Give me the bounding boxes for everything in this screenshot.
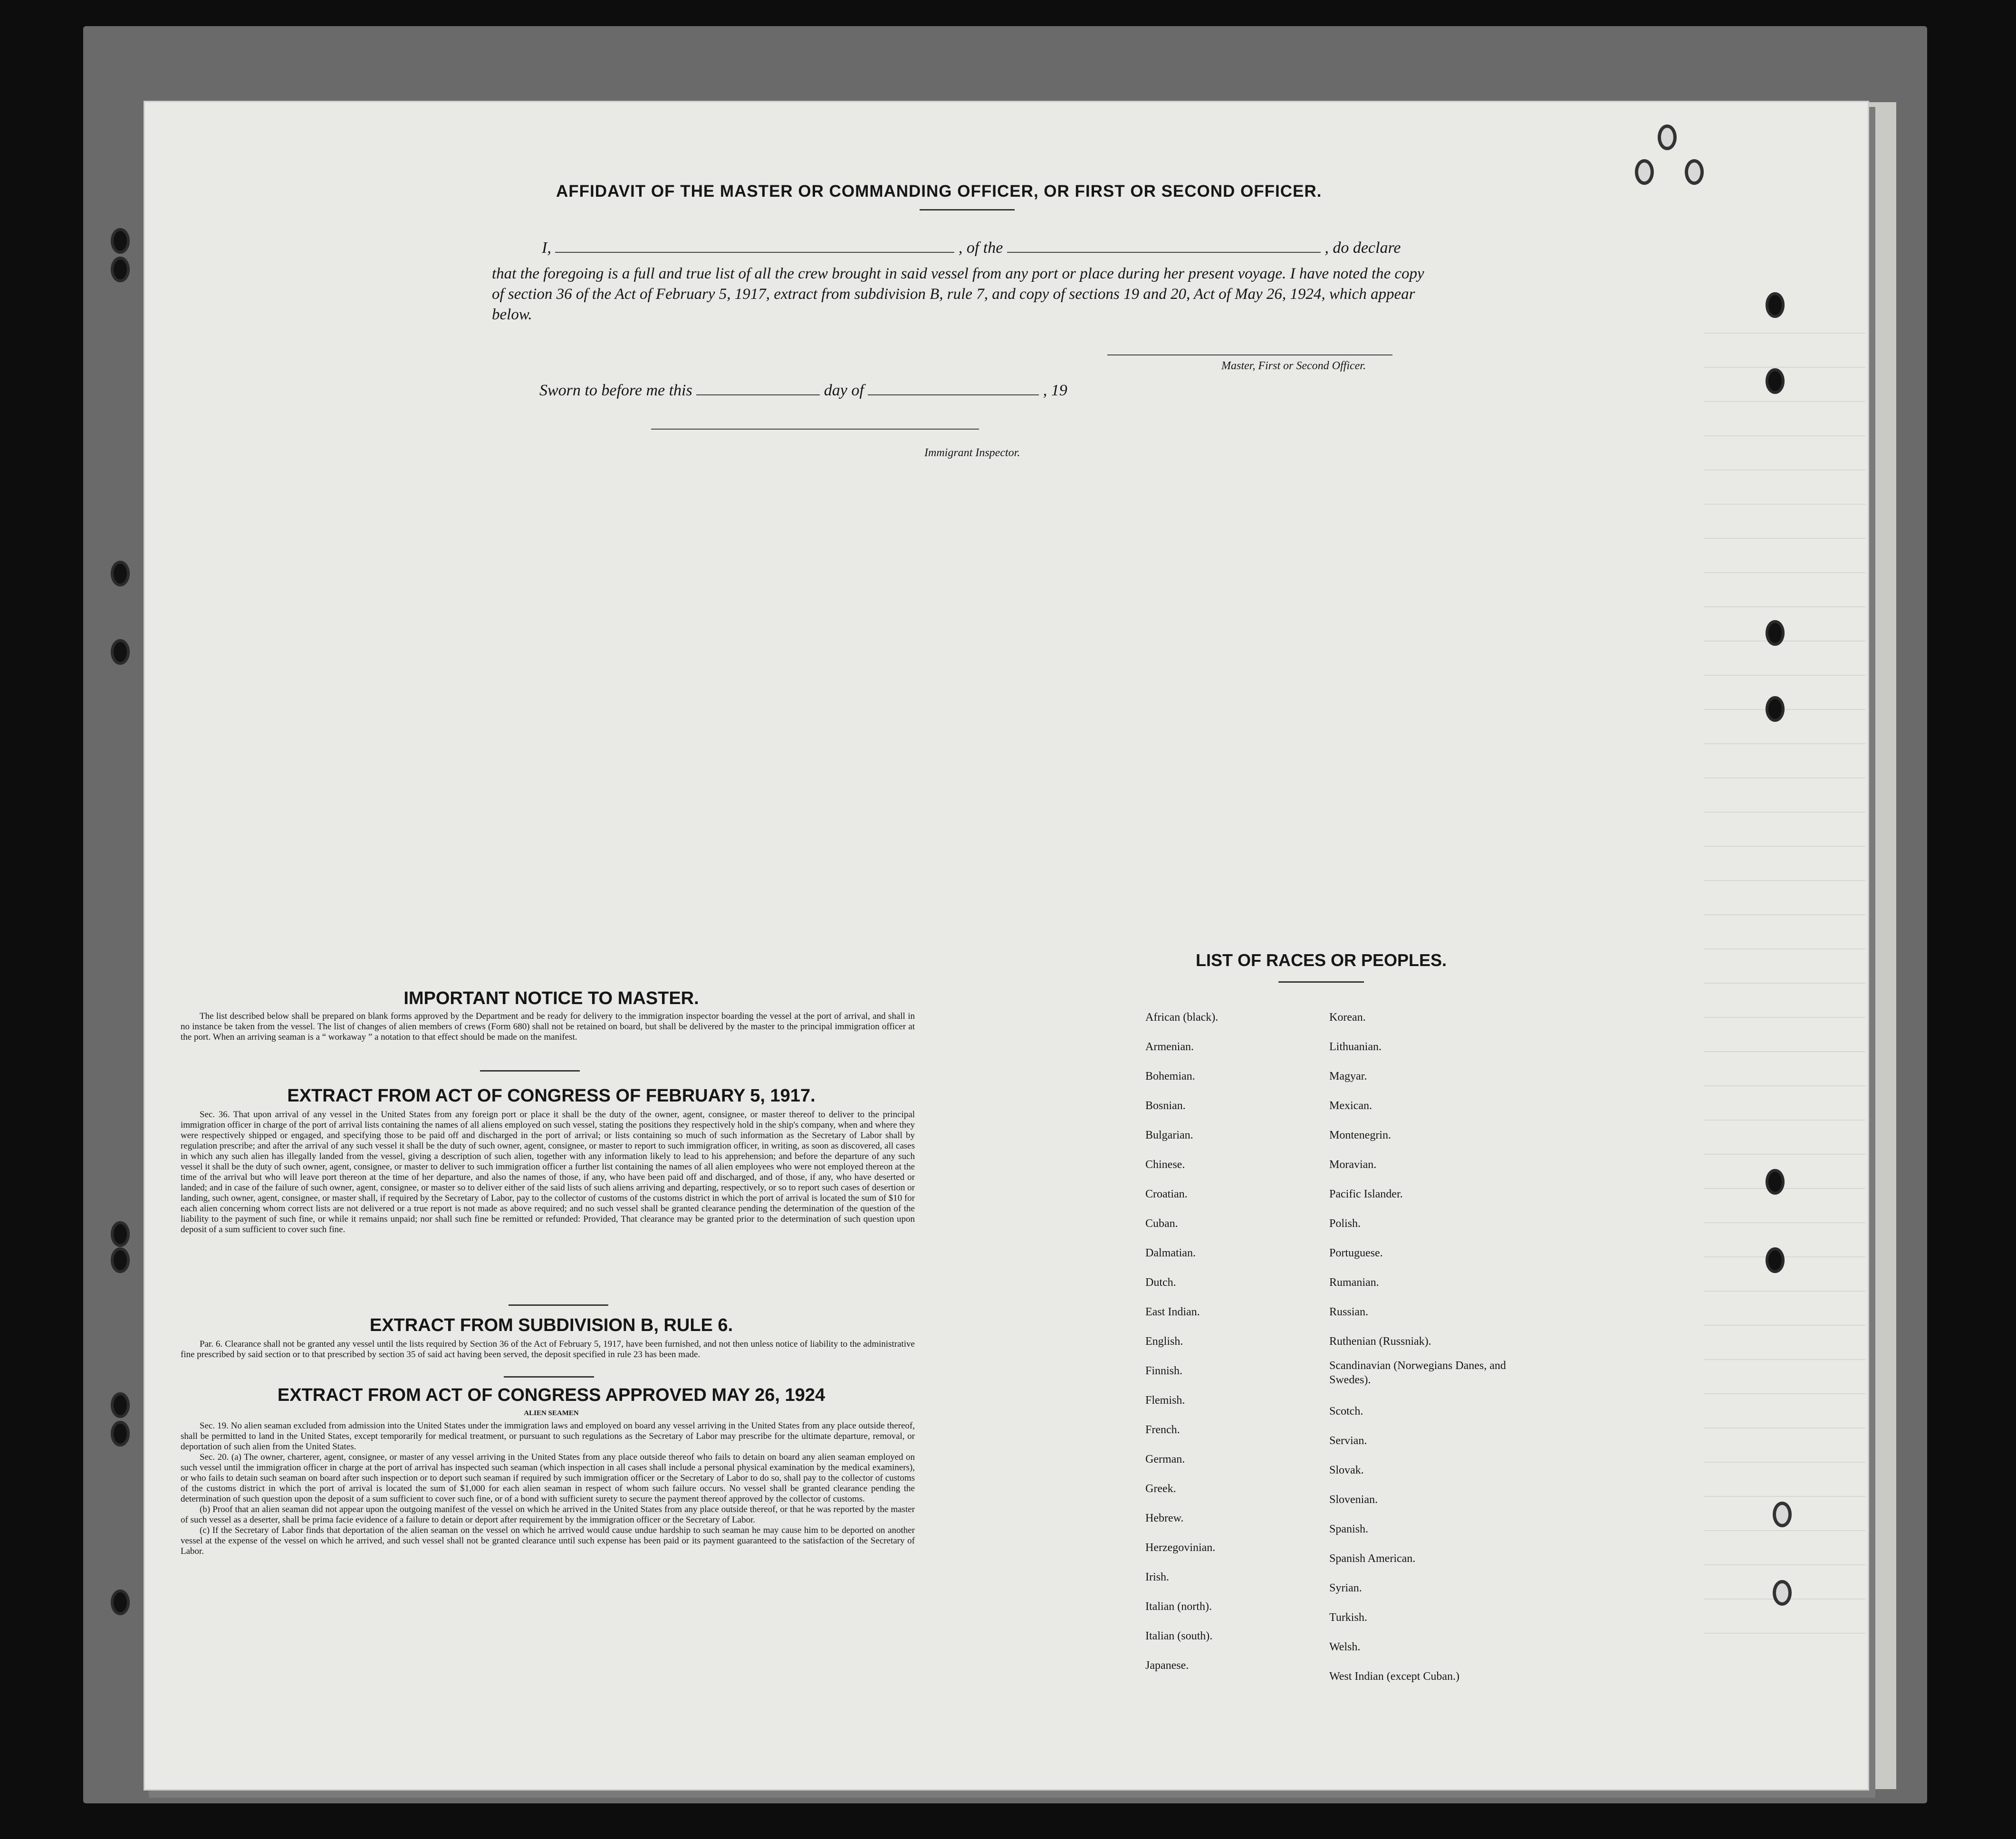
ruled-grid <box>1704 299 1865 1654</box>
rule-6-body <box>181 1339 915 1360</box>
punch-hole <box>1766 292 1785 318</box>
punch-hole <box>1766 1247 1785 1273</box>
race-list-item: Dutch. <box>1145 1276 1176 1289</box>
master-signature-label: Master, First or Second Officer. <box>1221 360 1366 372</box>
race-list-item: African (black). <box>1145 1011 1219 1024</box>
of-the-label: , of the <box>958 239 1003 257</box>
race-list-item: Montenegrin. <box>1329 1129 1391 1141</box>
sworn-month-field[interactable] <box>868 380 1039 395</box>
section-20a-text: Sec. 20. (a) The owner, charterer, agent, consignee, or master of any vessel arriving in the United States from any place outside thereof who fails to detain on board any alien seaman employed on such vessel until the immigration officer in charge at the port of arrival has inspected such seaman (which inspection in all cases shall include a personal physical examination by the medical examiners), or who fails to detain such seaman on board after such inspection or to deport such seaman if required by such immigration officer or the Secretary of Labor to do so, shall pay to the collector of customs of the customs district in which the port of arrival is located the sum of $1,000 for each alien seaman in respect of whom such failure occurs. No vessel shall be granted clearance pending the determination of such question upon the deposit of a sum sufficient to cover such fine, or of a bond with sufficient surety to secure the payment thereof approved by the collector of customs. <box>181 1452 915 1504</box>
divider <box>920 209 1015 211</box>
section-19-text: Sec. 19. No alien seaman excluded from admission into the United States under the immigration laws and employed on board any vessel arriving in the United States from any place outside thereof, shall be permitted to land in the United States, except temporarily for medical treatment, or pursuant to such regulations as the Secretary of Labor may prescribe for the ultimate departure, removal, or deportation of such alien from the United States. <box>181 1421 915 1452</box>
extract-1917-title: EXTRACT FROM ACT OF CONGRESS OF FEBRUARY 5, 1917. <box>287 1086 816 1106</box>
section-20c-text: (c) If the Secretary of Labor finds that deportation of the alien seaman on the vessel on which he arrived would cause undue hardship to such seaman he may cause him to be deported on another vessel at the expense of the vessel on which he arrived, and such vessel shall not be granted clearance until such expense has been paid or its payment guaranteed to the satisfaction of the Secretary of Labor. <box>181 1525 915 1556</box>
punch-hole <box>1685 159 1704 185</box>
alien-seamen-subtitle: ALIEN SEAMEN <box>524 1409 579 1417</box>
races-left-column <box>1145 1003 1345 1680</box>
race-list-item: Slovenian. <box>1329 1494 1378 1506</box>
punch-hole <box>111 1421 130 1446</box>
race-list-item: Polish. <box>1329 1217 1361 1230</box>
extract-1924-body <box>181 1421 915 1557</box>
day-of-label: day of <box>824 382 864 399</box>
inspector-signature-label: Immigrant Inspector. <box>924 447 1020 459</box>
race-list-item: Syrian. <box>1329 1582 1362 1594</box>
race-list-item: Greek. <box>1145 1483 1176 1495</box>
affidavit-declaration-line <box>542 238 1401 257</box>
race-list-item: Croatian. <box>1145 1188 1188 1200</box>
race-list-item: Hebrew. <box>1145 1512 1184 1524</box>
notice-title: IMPORTANT NOTICE TO MASTER. <box>403 988 699 1008</box>
divider <box>480 1070 580 1072</box>
punch-hole <box>111 561 130 586</box>
race-list-item: Scandinavian (Norwegians Danes, and Swedes). <box>1329 1360 1506 1386</box>
punch-hole <box>111 1392 130 1418</box>
section-20b-text: (b) Proof that an alien seaman did not appear upon the outgoing manifest of the vessel on which he arrived in the United States from any place outside thereof, or that he was reported by the master of such vessel as a deserter, shall be prima facie evidence of a failure to detain or deport after requirement by the immigration officer or the Secretary of Labor. <box>181 1504 915 1525</box>
affidavit-title: AFFIDAVIT OF THE MASTER OR COMMANDING OFFICER, OR FIRST OR SECOND OFFICER. <box>556 182 1322 201</box>
punch-hole <box>111 639 130 665</box>
race-list-item: Ruthenian (Russniak). <box>1329 1335 1431 1348</box>
race-list-item: Rumanian. <box>1329 1276 1379 1289</box>
sworn-line <box>539 380 1067 400</box>
affidavit-body: that the foregoing is a full and true list of all the crew brought in said vessel from any port or place during her present voyage. I have noted the copy of section 36 of the Act of February 5, 1917, extract from subdivision B, rule 7, and copy of sections 19 and 20, Act of May 26, 1924, which appear below. <box>492 265 1424 323</box>
race-list-item: Bohemian. <box>1145 1070 1195 1082</box>
punch-hole <box>1766 696 1785 722</box>
vessel-field[interactable] <box>1007 238 1321 253</box>
race-list-item: Russian. <box>1329 1306 1369 1318</box>
sworn-day-field[interactable] <box>696 380 820 395</box>
declarant-name-field[interactable] <box>555 238 954 253</box>
race-list-item: Flemish. <box>1145 1394 1185 1407</box>
punch-hole <box>1766 620 1785 646</box>
race-list-item: English. <box>1145 1335 1183 1348</box>
inspector-signature-field[interactable] <box>651 417 979 430</box>
punch-hole <box>1635 159 1654 185</box>
punch-hole <box>111 1221 130 1247</box>
section-36-text: Sec. 36. That upon arrival of any vessel in the United States from any foreign port or place it shall be the duty of the owner, agent, consignee, or master thereof to deliver to the principal immigration officer in charge of the port of arrival lists containing the names of all aliens employed on such vessel, stating the positions they respectively hold in the ship's company, when and where they were respectively shipped or engaged, and specifying those to be paid off and discharged in the port of arrival; or lists containing so much of such information as the Secretary of Labor shall by regulation prescribe; and after the arrival of any such vessel it shall be the duty of such owner, agent, consignee, or master to report to such immigration officer, in writing, as soon as discovered, all cases in which any such alien has illegally landed from the vessel, giving a description of such alien, together with any information likely to lead to his apprehension; and before the departure of any such vessel it shall be the duty of such owner, agent, consignee, or master to deliver to such immigration officer a further list containing the names of all alien employees who were not employed thereon at the time of the arrival but who will leave port thereon at the time of her departure, and also the names of those, if any, who have been paid off and discharged, and of those, if any, who have deserted or landed; and in case of the failure of such owner, agent, consignee, or master so to deliver either of the said lists of such aliens arriving and departing, respectively, or so to report such cases of desertion or landing, such owner, agent, consignee, or master shall, if required by the Secretary of Labor, pay to the collector of customs of the customs district in which the port of arrival is located the sum of $10 for each alien concerning whom correct lists are not delivered or a true report is not made as above required; and no such vessel shall be granted clearance pending the determination of the question of the liability to the payment of such fine, or while it remains unpaid; nor shall such fine be remitted or refunded: Provided, That clearance may be granted prior to the determination of such question upon deposit of a sum sufficient to cover such fine. <box>181 1110 915 1235</box>
race-list-item: Italian (south). <box>1145 1630 1213 1642</box>
divider <box>509 1304 608 1306</box>
race-list-item: Armenian. <box>1145 1041 1194 1053</box>
paragraph-6-text: Par. 6. Clearance shall not be granted any vessel until the lists required by Section 36 of the Act of February 5, 1917, have been furnished, and not then unless notice of liability to the administrative fine prescribed by said section or to that prescribed by section 35 of said act having been served, the deposit specified in rule 23 has been made. <box>181 1339 915 1360</box>
punch-hole <box>111 257 130 282</box>
race-list-item: Turkish. <box>1329 1611 1367 1624</box>
race-list-item: West Indian (except Cuban.) <box>1329 1670 1459 1683</box>
punch-hole <box>1773 1502 1792 1527</box>
extract-1917-body <box>181 1110 915 1235</box>
race-list-item: Japanese. <box>1145 1659 1189 1672</box>
race-list-item: Dalmatian. <box>1145 1247 1196 1259</box>
extract-1924-title: EXTRACT FROM ACT OF CONGRESS APPROVED MAY 26, 1924 <box>277 1385 826 1405</box>
race-list-item: Portuguese. <box>1329 1247 1383 1259</box>
race-list-item: Spanish American. <box>1329 1552 1416 1565</box>
rule-6-title: EXTRACT FROM SUBDIVISION B, RULE 6. <box>369 1315 733 1335</box>
punch-hole <box>1766 1169 1785 1195</box>
punch-hole <box>1658 125 1677 150</box>
race-list-item: Scotch. <box>1329 1405 1363 1418</box>
sheet-edge <box>1868 102 1896 1789</box>
race-list-item: Welsh. <box>1329 1641 1361 1653</box>
notice-body <box>181 1011 915 1043</box>
race-list-item: Mexican. <box>1329 1100 1372 1112</box>
notice-text: The list described below shall be prepared on blank forms approved by the Department and be ready for delivery to the immigration inspector boarding the vessel at the port of arrival, and shall in no instance be taken from the vessel. The list of changes of alien members of crews (Form 680) shall not be retained on board, but shall be delivered by the master to the principal immigration officer at the port. When an arriving seaman is a “ workaway ” a notation to that effect should be made on the manifest. <box>181 1011 915 1042</box>
race-list-item: Moravian. <box>1329 1159 1377 1171</box>
declarant-prefix: I, <box>542 239 551 257</box>
race-list-item: Irish. <box>1145 1571 1169 1583</box>
races-title: LIST OF RACES OR PEOPLES. <box>1195 950 1447 970</box>
race-list-item: French. <box>1145 1424 1180 1436</box>
race-list-item: German. <box>1145 1453 1185 1465</box>
year-prefix: , 19 <box>1043 382 1067 399</box>
master-signature-field[interactable] <box>1107 343 1392 355</box>
race-list-item: Bosnian. <box>1145 1100 1186 1112</box>
punch-hole <box>1773 1580 1792 1606</box>
punch-hole <box>111 1247 130 1273</box>
divider <box>504 1376 594 1378</box>
race-list-item: Magyar. <box>1329 1070 1367 1082</box>
punch-hole <box>111 1590 130 1615</box>
punch-hole <box>111 228 130 254</box>
race-list-item: Cuban. <box>1145 1217 1178 1230</box>
race-list-item: Servian. <box>1329 1435 1367 1447</box>
race-list-item: Bulgarian. <box>1145 1129 1193 1141</box>
race-list-item: Finnish. <box>1145 1365 1183 1377</box>
race-list-item: Spanish. <box>1329 1523 1369 1535</box>
race-list-item: Korean. <box>1329 1011 1366 1024</box>
race-list-item: Herzegovinian. <box>1145 1542 1216 1554</box>
race-list-item: Slovak. <box>1329 1464 1364 1476</box>
punch-hole <box>1766 368 1785 394</box>
race-list-item: Chinese. <box>1145 1159 1185 1171</box>
sworn-prefix: Sworn to before me this <box>539 382 692 399</box>
race-list-item: East Indian. <box>1145 1306 1200 1318</box>
race-list-item: Lithuanian. <box>1329 1041 1382 1053</box>
races-right-column <box>1329 1003 1529 1691</box>
race-list-item: Pacific Islander. <box>1329 1188 1403 1200</box>
divider <box>1278 981 1364 983</box>
race-list-item: Italian (north). <box>1145 1600 1212 1613</box>
do-declare-label: , do declare <box>1325 239 1401 257</box>
